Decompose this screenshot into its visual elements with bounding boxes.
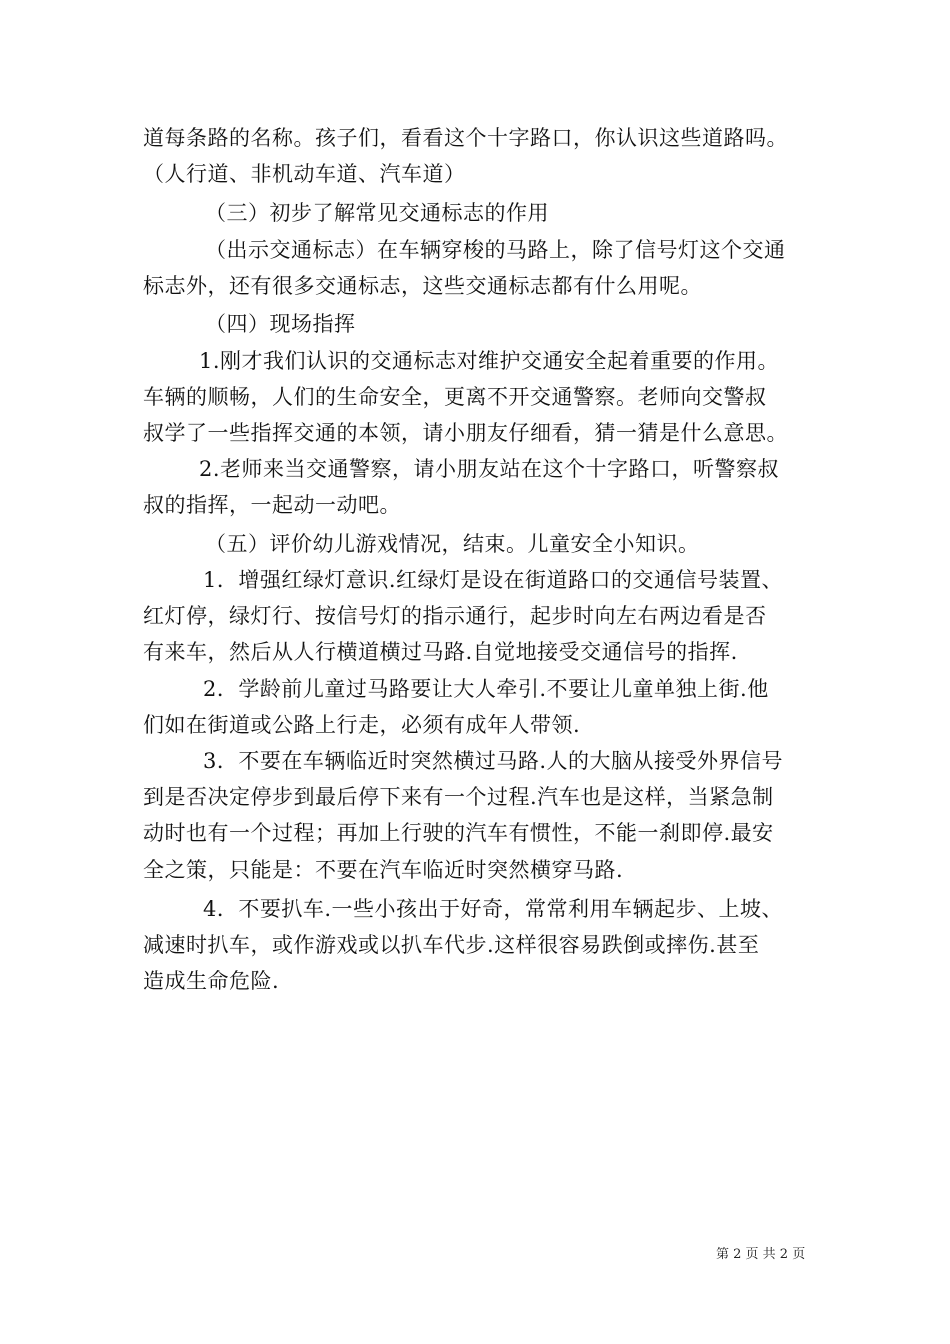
text-line: 到是否决定停步到最后停下来有一个过程.汽车也是这样，当紧急制 — [143, 785, 774, 809]
text-line: 标志外，还有很多交通标志，这些交通标志都有什么用呢。 — [143, 274, 702, 298]
text-line: 们如在街道或公路上行走，必须有成年人带领. — [143, 713, 581, 737]
list-item: 2.老师来当交通警察，请小朋友站在这个十字路口，听警察叔 — [199, 457, 780, 481]
text-line: （出示交通标志）在车辆穿梭的马路上，除了信号灯这个交通 — [205, 238, 786, 262]
text-line: 有来车，然后从人行横道横过马路.自觉地接受交通信号的指挥. — [143, 640, 738, 664]
list-item: 1．增强红绿灯意识.红绿灯是设在街道路口的交通信号装置、 — [203, 568, 784, 592]
page-number: 第 2 页 共 2 页 — [716, 1247, 806, 1262]
text-line: 造成生命危险. — [143, 969, 280, 993]
list-item: 4．不要扒车.一些小孩出于好奇，常常利用车辆起步、上坡、 — [203, 897, 784, 921]
text-line: 全之策，只能是：不要在汽车临近时突然横穿马路. — [143, 858, 624, 882]
text-line: 减速时扒车，或作游戏或以扒车代步.这样很容易跌倒或摔伤.甚至 — [143, 933, 760, 957]
text-line: 叔的指挥，一起动一动吧。 — [143, 493, 401, 517]
list-item: 2．学龄前儿童过马路要让大人牵引.不要让儿童单独上街.他 — [203, 677, 769, 701]
text-line: 道每条路的名称。孩子们，看看这个十字路口，你认识这些道路吗。 — [143, 126, 788, 150]
text-line: 动时也有一个过程；再加上行驶的汽车有惯性，不能一刹即停.最安 — [143, 821, 774, 845]
text-line: 红灯停，绿灯行、按信号灯的指示通行，起步时向左右两边看是否 — [143, 604, 767, 628]
text-line: （人行道、非机动车道、汽车道） — [143, 162, 466, 186]
text-line: 叔学了一些指挥交通的本领，请小朋友仔细看，猜一猜是什么意思。 — [143, 421, 788, 445]
section-heading: （四）现场指挥 — [205, 312, 356, 336]
text-line: 车辆的顺畅，人们的生命安全，更离不开交通警察。老师向交警叔 — [143, 385, 767, 409]
section-heading: （三）初步了解常见交通标志的作用 — [205, 201, 549, 225]
list-item: 3．不要在车辆临近时突然横过马路.人的大脑从接受外界信号 — [203, 749, 784, 773]
list-item: 1.刚才我们认识的交通标志对维护交通安全起着重要的作用。 — [199, 349, 780, 373]
section-heading: （五）评价幼儿游戏情况，结束。儿童安全小知识。 — [205, 532, 700, 556]
